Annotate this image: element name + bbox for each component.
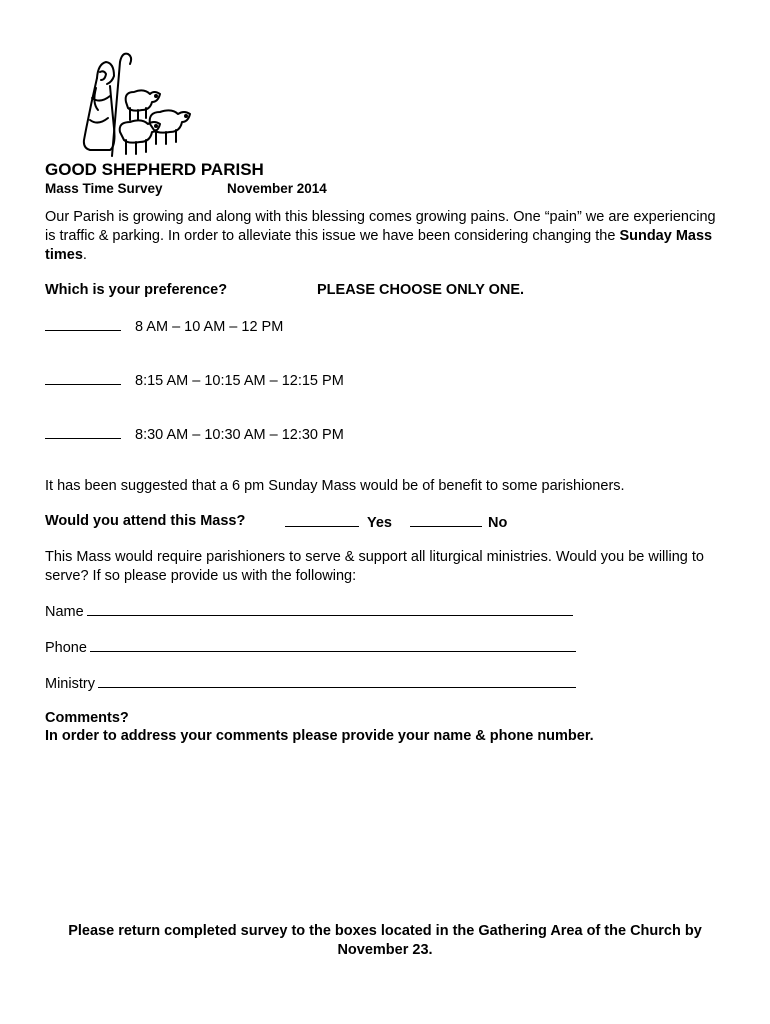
option-row <box>45 316 283 335</box>
option-label: 8 AM – 10 AM – 12 PM <box>135 319 284 335</box>
phone-field[interactable] <box>90 637 576 652</box>
yes-label: Yes <box>367 515 392 531</box>
intro-emphasis: Sunday Mass times <box>45 228 713 263</box>
phone-field-row <box>45 637 576 656</box>
ministry-field[interactable] <box>98 673 576 688</box>
intro-text-end: . <box>82 247 87 263</box>
comments-instruction: In order to address your comments please provide your name & phone number. <box>45 728 594 744</box>
ministry-paragraph: This Mass would require parishioners to serve & support all liturgical ministries. Would you be willing to serve? If so please provide us with the following: <box>45 549 704 584</box>
ministry-field-row <box>45 673 576 692</box>
evening-mass-suggestion: It has been suggested that a 6 pm Sunday Mass would be of benefit to some parishioners. <box>45 478 625 494</box>
shepherd-logo <box>70 48 200 158</box>
survey-date: November 2014 <box>227 181 327 196</box>
name-label: Name <box>45 604 84 620</box>
comments-heading: Comments? <box>45 710 129 726</box>
option-row <box>45 424 344 443</box>
intro-paragraph <box>45 208 725 265</box>
survey-label: Mass Time Survey <box>45 181 163 196</box>
intro-text: Our Parish is growing and along with this blessing comes growing pains. One “pain” we are experiencing is traffic & parking. In order to alleviate this issue we have been considering changing the <box>45 209 716 244</box>
option-blank[interactable] <box>45 370 121 385</box>
parish-title: GOOD SHEPHERD PARISH <box>45 160 264 179</box>
name-field[interactable] <box>87 601 573 616</box>
option-label: 8:15 AM – 10:15 AM – 12:15 PM <box>135 373 344 389</box>
option-blank[interactable] <box>45 424 121 439</box>
return-instructions: Please return completed survey to the boxes located in the Gathering Area of the Church by November 23. <box>68 923 702 958</box>
preference-instruction: PLEASE CHOOSE ONLY ONE. <box>317 282 525 298</box>
option-row <box>45 370 344 389</box>
evening-mass-question: Would you attend this Mass? <box>45 513 246 529</box>
option-label: 8:30 AM – 10:30 AM – 12:30 PM <box>135 427 344 443</box>
yes-option <box>285 512 392 533</box>
preference-question: Which is your preference? <box>45 282 228 298</box>
no-option <box>410 512 507 533</box>
option-blank[interactable] <box>45 316 121 331</box>
phone-label: Phone <box>45 640 87 656</box>
ministry-label: Ministry <box>45 676 95 692</box>
no-blank[interactable] <box>410 512 482 527</box>
name-field-row <box>45 601 573 620</box>
yes-blank[interactable] <box>285 512 359 527</box>
no-label: No <box>488 515 508 531</box>
